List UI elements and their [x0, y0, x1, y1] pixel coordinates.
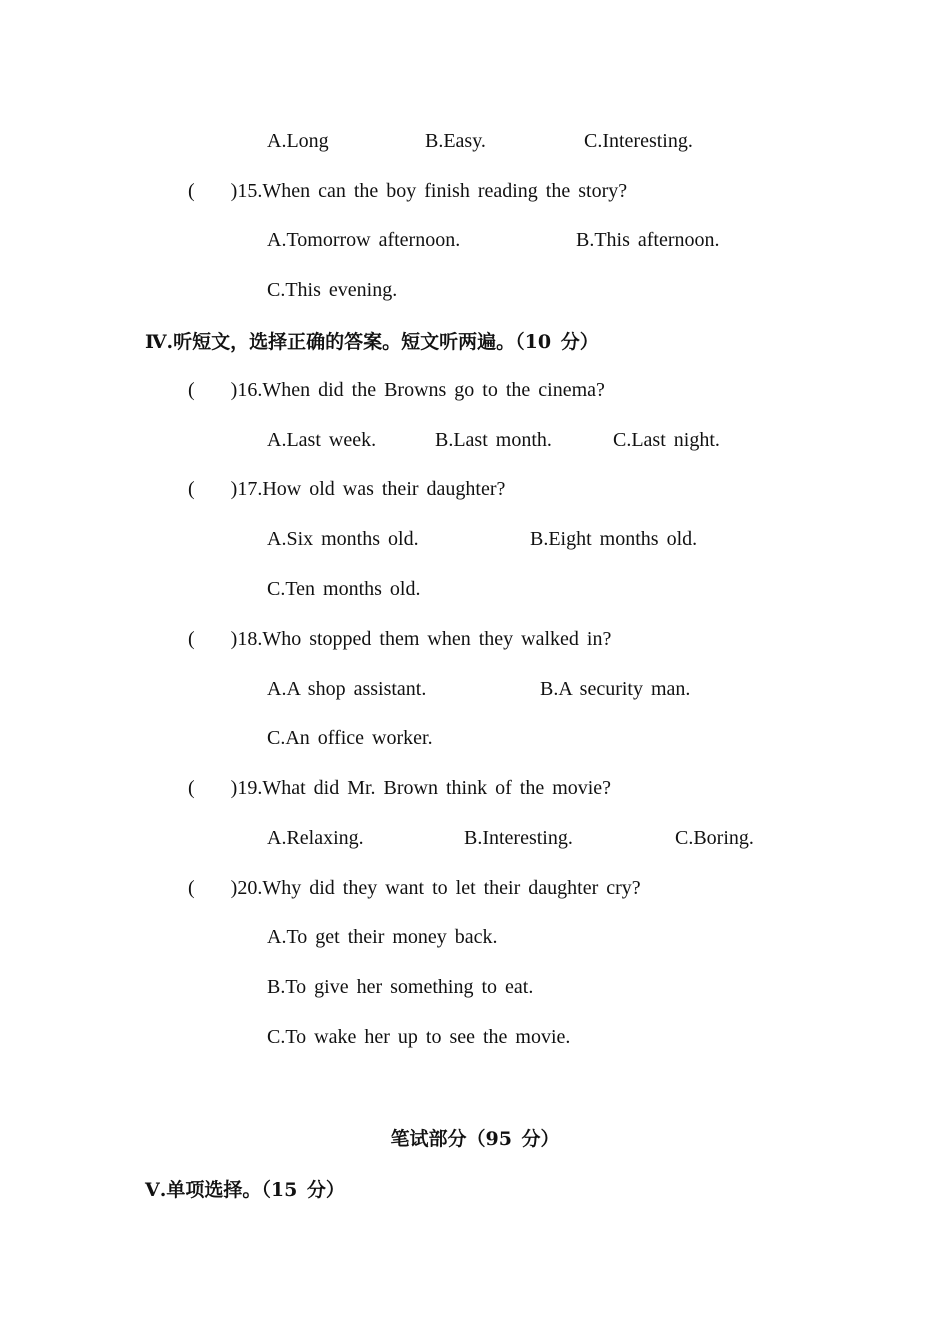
q15-option-a: A.Tomorrow afternoon.: [267, 229, 461, 251]
q15-option-c: C.This evening.: [267, 279, 398, 301]
q20-option-a: A.To get their money back.: [267, 926, 498, 948]
q19-option-a: A.Relaxing.: [267, 827, 364, 849]
q20-option-b: B.To give her something to eat.: [267, 976, 534, 998]
answer-blank[interactable]: (: [188, 478, 195, 500]
section-5-heading: Ⅴ.单项选择。（15 分）: [145, 1179, 345, 1201]
q17-option-c: C.Ten months old.: [267, 578, 421, 600]
question-16: [188, 378, 605, 402]
question-text: )16.When did the Browns go to the cinema?: [230, 379, 605, 401]
q18-option-b: B.A security man.: [540, 678, 691, 700]
q17-option-a: A.Six months old.: [267, 528, 419, 550]
question-text: )17.How old was their daughter?: [230, 478, 506, 500]
q19-option-b: B.Interesting.: [464, 827, 573, 849]
answer-blank[interactable]: (: [188, 777, 195, 799]
question-19: [188, 776, 611, 800]
answer-blank[interactable]: (: [188, 628, 195, 650]
question-text: )19.What did Mr. Brown think of the movie?: [230, 777, 612, 799]
q18-option-a: A.A shop assistant.: [267, 678, 427, 700]
q18-option-c: C.An office worker.: [267, 727, 433, 749]
q16-option-b: B.Last month.: [435, 429, 552, 451]
q14-option-c: C.Interesting.: [584, 130, 693, 152]
q19-option-c: C.Boring.: [675, 827, 754, 849]
q15-option-b: B.This afternoon.: [576, 229, 720, 251]
q16-option-c: C.Last night.: [613, 429, 720, 451]
question-17: [188, 477, 505, 501]
question-text: )20.Why did they want to let their daughter cry?: [230, 877, 641, 899]
question-text: )18.Who stopped them when they walked in?: [230, 628, 612, 650]
q17-option-b: B.Eight months old.: [530, 528, 698, 550]
q14-option-a: A.Long: [267, 130, 329, 152]
question-15: [188, 179, 627, 203]
section-4-heading: Ⅳ.听短文，选择正确的答案。短文听两遍。（10 分）: [145, 331, 599, 353]
q16-option-a: A.Last week.: [267, 429, 377, 451]
answer-blank[interactable]: (: [188, 379, 195, 401]
answer-blank[interactable]: (: [188, 877, 195, 899]
question-text: )15.When can the boy finish reading the story?: [230, 180, 628, 202]
question-20: [188, 876, 641, 900]
q14-option-b: B.Easy.: [425, 130, 486, 152]
question-18: [188, 627, 611, 651]
written-part-heading: 笔试部分（95 分）: [390, 1128, 560, 1150]
q20-option-c: C.To wake her up to see the movie.: [267, 1026, 571, 1048]
answer-blank[interactable]: (: [188, 180, 195, 202]
